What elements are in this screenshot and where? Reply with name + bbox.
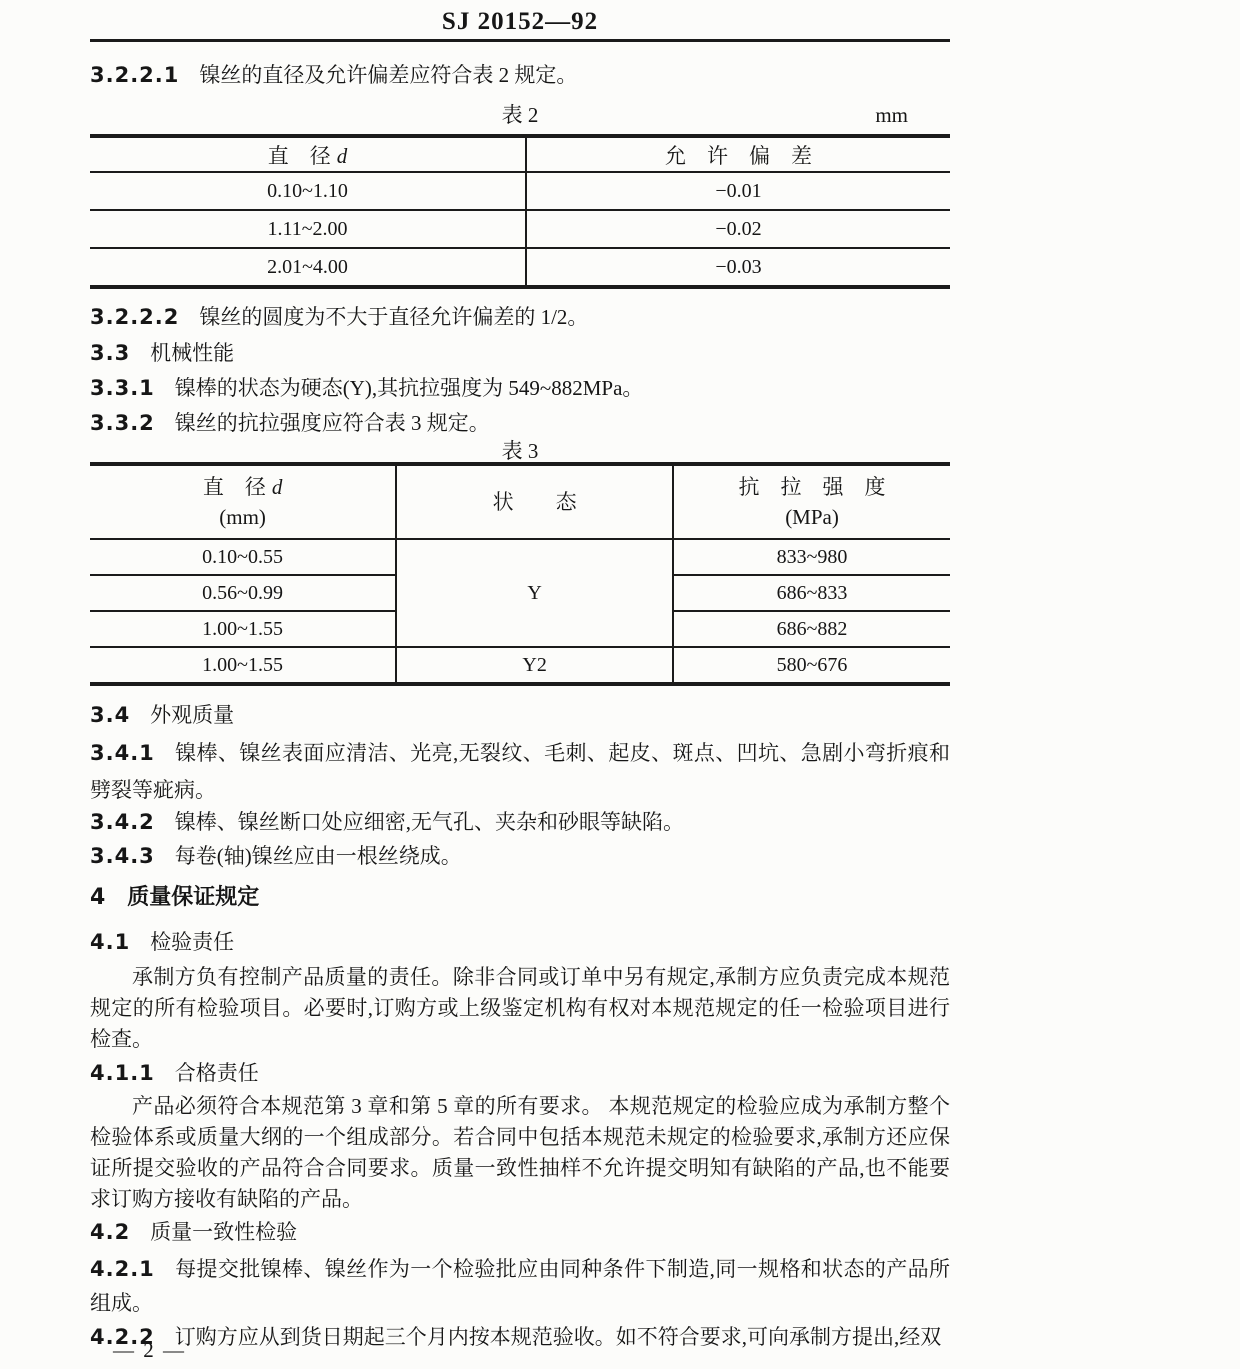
page-header xyxy=(90,6,950,42)
section-number: 3.3.1 xyxy=(90,376,155,400)
section-4-1-1 xyxy=(90,1060,950,1087)
section-text: 订购方应从到货日期起三个月内按本规范验收。如不符合要求,可向承制方提出,经双 xyxy=(174,1325,942,1349)
section-text: 镍棒的状态为硬态(Y),其抗拉强度为 549~882MPa。 xyxy=(174,376,644,400)
paragraph-4-1-1: 产品必须符合本规范第 3 章和第 5 章的所有要求。 本规范规定的检验应成为承制方整个检验体系或质量大纲的一个组成部分。若合同中包括本规范未规定的检验要求,承制方还应保证所提交验收的产品符合合同要求。质量一致性抽样不允许提交明知有缺陷的产品,也不能要求订购方接收有缺陷的产品。 xyxy=(90,1094,950,1211)
table3-col1-label-line xyxy=(90,472,395,502)
section-text: 镍丝的圆度为不大于直径允许偏差的 1/2。 xyxy=(199,305,589,329)
section-text: 镍棒、镍丝断口处应细密,无气孔、夹杂和砂眼等缺陷。 xyxy=(174,810,684,834)
section-text: 质量一致性检验 xyxy=(150,1220,298,1244)
table2-col1-variable: d xyxy=(336,143,348,168)
section-text: 合格责任 xyxy=(174,1061,259,1085)
strength-cell: 686~833 xyxy=(673,575,950,611)
table3-col1-label: 直 径 xyxy=(202,475,266,499)
diameter-cell: 0.56~0.99 xyxy=(90,575,396,611)
diameter-cell: 2.01~4.00 xyxy=(90,248,526,287)
section-number: 4.2.1 xyxy=(90,1257,155,1281)
chapter-4-heading xyxy=(90,884,950,912)
section-number: 3.4.2 xyxy=(90,810,155,834)
section-3-4-3 xyxy=(90,843,950,870)
section-3-4 xyxy=(90,702,950,729)
table3-col3-label: 抗 拉 强 度 xyxy=(738,475,886,499)
section-number: 3.2.2.1 xyxy=(90,63,180,87)
section-number: 4 xyxy=(90,885,107,910)
table2-unit: mm xyxy=(875,103,908,127)
section-4-2-1 xyxy=(90,1252,950,1320)
table3-caption-row xyxy=(90,438,950,462)
table2-col1-header xyxy=(90,136,526,172)
diameter-cell: 0.10~1.10 xyxy=(90,172,526,210)
table-row xyxy=(90,539,950,575)
section-number: 4.2.2 xyxy=(90,1325,155,1349)
table-row xyxy=(90,647,950,684)
section-3-4-1 xyxy=(90,735,950,809)
section-text: 机械性能 xyxy=(150,341,235,365)
section-number: 4.2 xyxy=(90,1220,131,1244)
page-number: — 2 — xyxy=(113,1338,186,1362)
doc-number: SJ 20152—92 xyxy=(441,8,599,35)
section-text: 镍棒、镍丝表面应清洁、光亮,无裂纹、毛刺、起皮、斑点、凹坑、急剧小弯折痕和劈裂等疵病。 xyxy=(90,741,950,802)
section-3-3-2 xyxy=(90,410,950,437)
table-row xyxy=(90,248,950,287)
section-text: 镍丝的抗拉强度应符合表 3 规定。 xyxy=(174,411,490,435)
diameter-cell: 0.10~0.55 xyxy=(90,539,396,575)
table-3 xyxy=(90,462,950,686)
section-4-2 xyxy=(90,1219,950,1246)
diameter-cell: 1.00~1.55 xyxy=(90,647,396,684)
table3-col1-unit: (mm) xyxy=(219,505,266,529)
section-text: 检验责任 xyxy=(150,930,235,954)
table3-col3-header xyxy=(673,464,950,539)
diameter-cell: 1.00~1.55 xyxy=(90,611,396,647)
table3-col2-header: 状 态 xyxy=(396,464,673,539)
section-4-1 xyxy=(90,929,950,956)
section-number: 3.4 xyxy=(90,703,131,727)
table3-col1-header xyxy=(90,464,396,539)
table2-header-row xyxy=(90,136,950,172)
section-text: 镍丝的直径及允许偏差应符合表 2 规定。 xyxy=(199,63,578,87)
section-3-3 xyxy=(90,340,950,367)
table-2 xyxy=(90,134,950,289)
section-3-3-1 xyxy=(90,375,950,402)
section-number: 3.4.1 xyxy=(90,741,155,765)
section-number: 4.1.1 xyxy=(90,1061,155,1085)
section-3-2-2-2 xyxy=(90,304,950,331)
table-row xyxy=(90,172,950,210)
table2-col2-header: 允 许 偏 差 xyxy=(526,136,950,172)
section-text: 外观质量 xyxy=(150,703,235,727)
tolerance-cell: −0.01 xyxy=(526,172,950,210)
table2-col1-label: 直 径 xyxy=(267,143,331,168)
section-number: 4.1 xyxy=(90,930,131,954)
state-cell-merged: Y xyxy=(396,539,673,647)
section-number: 3.4.3 xyxy=(90,844,155,868)
table2-caption: 表 2 xyxy=(501,103,539,127)
section-3-4-2 xyxy=(90,809,950,836)
state-cell: Y2 xyxy=(396,647,673,684)
paragraph-4-1: 承制方负有控制产品质量的责任。除非合同或订单中另有规定,承制方应负责完成本规范规定的所有检验项目。必要时,订购方或上级鉴定机构有权对本规范规定的任一检验项目进行检查。 xyxy=(90,965,950,1051)
section-text: 每卷(轴)镍丝应由一根丝绕成。 xyxy=(174,844,462,868)
tolerance-cell: −0.02 xyxy=(526,210,950,248)
table3-caption: 表 3 xyxy=(501,439,539,463)
strength-cell: 580~676 xyxy=(776,653,848,676)
strength-cell: 686~882 xyxy=(673,611,950,647)
table3-col3-unit: (MPa) xyxy=(785,505,839,529)
tolerance-cell: −0.03 xyxy=(715,255,762,278)
section-text: 每提交批镍棒、镍丝作为一个检验批应由同种条件下制造,同一规格和状态的产品所组成。 xyxy=(90,1257,950,1315)
section-text: 质量保证规定 xyxy=(127,885,260,910)
section-number: 3.2.2.2 xyxy=(90,305,180,329)
strength-cell: 833~980 xyxy=(673,539,950,575)
table3-col1-variable: d xyxy=(271,475,283,499)
table2-caption-row xyxy=(90,102,950,128)
section-4-2-2 xyxy=(90,1323,950,1351)
diameter-cell: 1.11~2.00 xyxy=(90,210,526,248)
section-number: 3.3.2 xyxy=(90,411,155,435)
table3-header-row xyxy=(90,464,950,539)
table-row xyxy=(90,210,950,248)
section-3-2-2-1 xyxy=(90,62,950,89)
section-number: 3.3 xyxy=(90,341,131,365)
header-rule xyxy=(90,39,950,42)
